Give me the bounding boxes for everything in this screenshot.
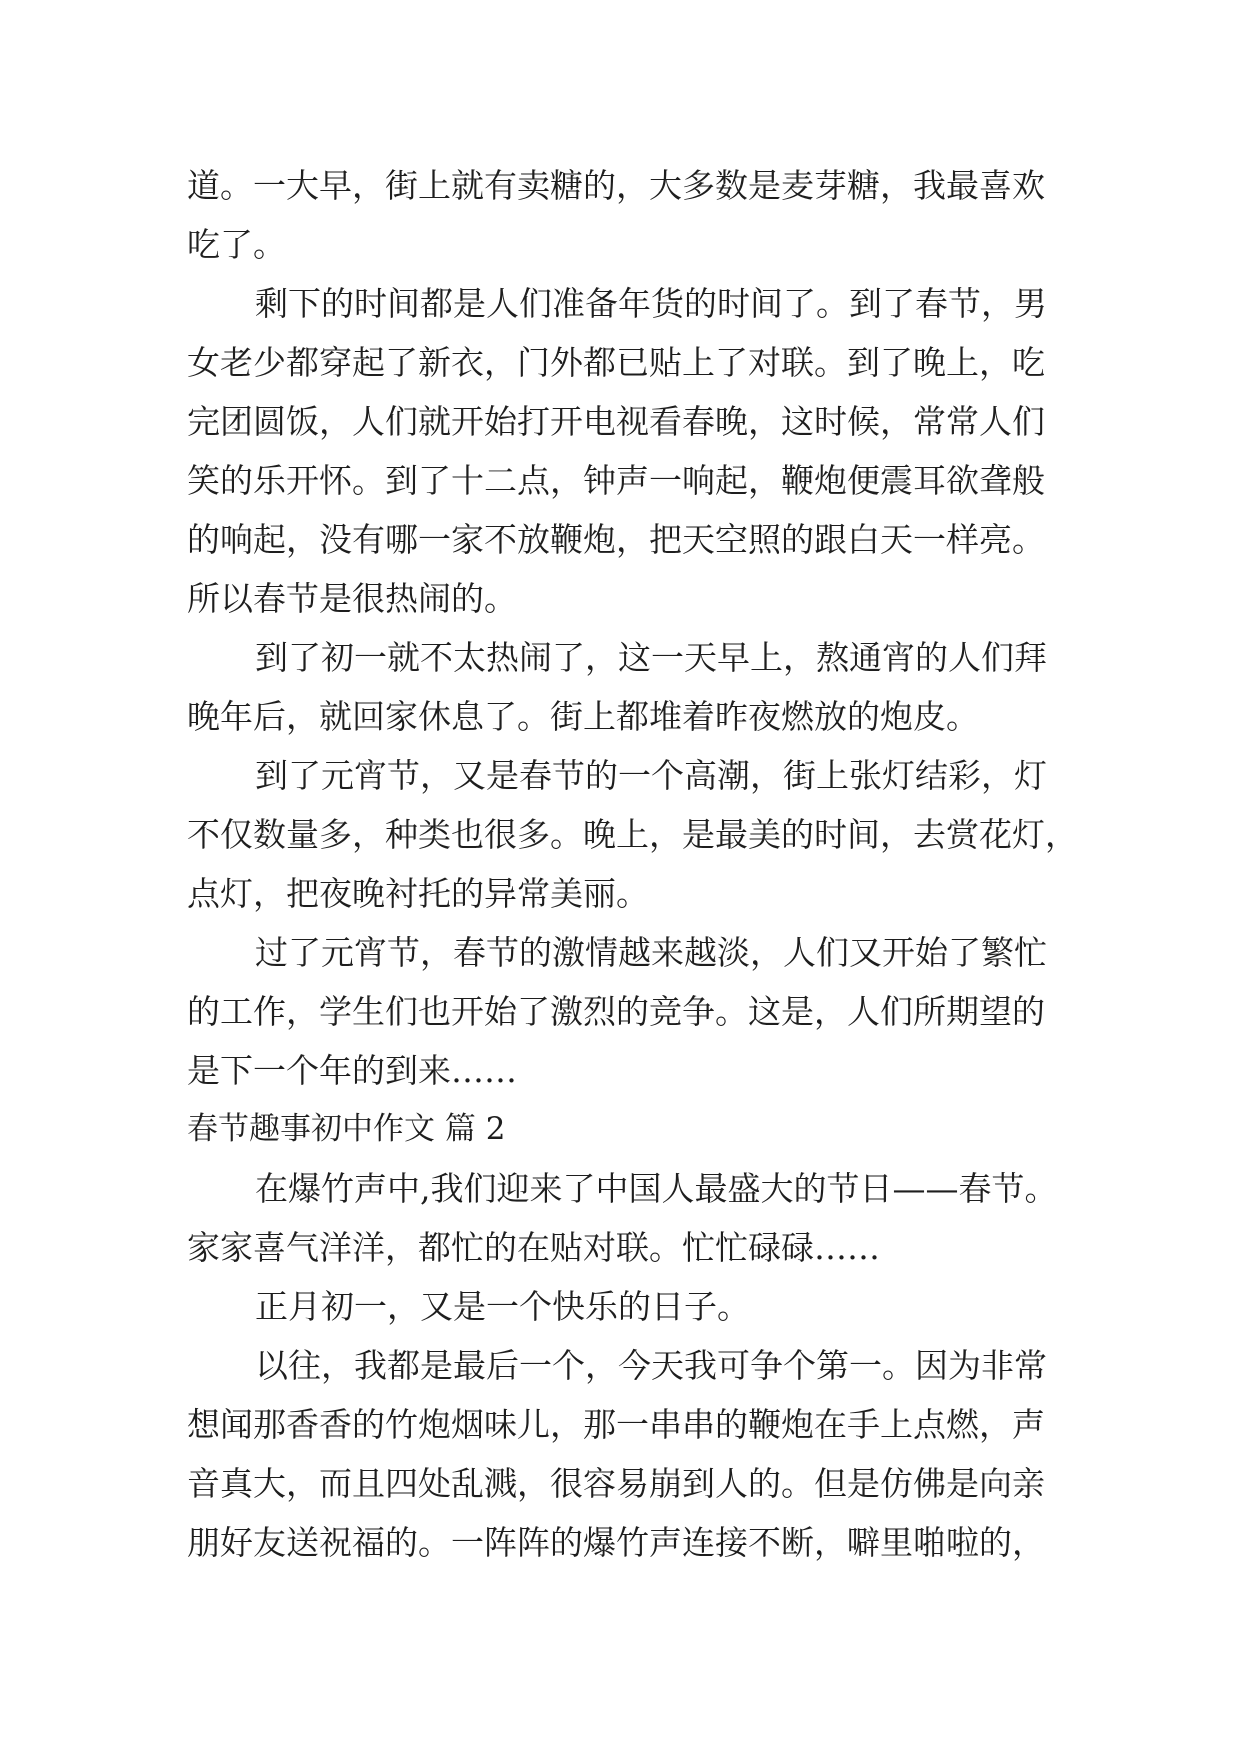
text-line: 到了元宵节，又是春节的一个高潮，街上张灯结彩，灯 (255, 756, 1047, 795)
text-line: 晚年后，就回家休息了。街上都堆着昨夜燃放的炮皮。 (187, 697, 979, 736)
document-body (187, 156, 1078, 1572)
text-line: 所以春节是很热闹的。 (187, 579, 517, 618)
text-line: 女老少都穿起了新衣，门外都已贴上了对联。到了晚上，吃 (187, 343, 1045, 382)
text-line: 道。一大早，街上就有卖糖的，大多数是麦芽糖，我最喜欢 (187, 166, 1045, 205)
text-line: 音真大，而且四处乱溅，很容易崩到人的。但是仿佛是向亲 (187, 1464, 1045, 1503)
text-line: 点灯，把夜晚衬托的异常美丽。 (187, 874, 649, 913)
text-line: 家家喜气洋洋，都忙的在贴对联。忙忙碌碌…… (187, 1228, 880, 1267)
text-line: 在爆竹声中,我们迎来了中国人最盛大的节日——春节。 (255, 1169, 1058, 1208)
text-line: 的响起，没有哪一家不放鞭炮，把天空照的跟白天一样亮。 (187, 520, 1045, 559)
text-line: 吃了。 (187, 225, 286, 264)
text-line: 到了初一就不太热闹了，这一天早上，熬通宵的人们拜 (255, 638, 1047, 677)
text-line: 的工作，学生们也开始了激烈的竞争。这是，人们所期望的 (187, 992, 1045, 1031)
text-line: 以往，我都是最后一个，今天我可争个第一。因为非常 (255, 1346, 1047, 1385)
text-line: 朋好友送祝福的。一阵阵的爆竹声连接不断，噼里啪啦的， (187, 1523, 1045, 1562)
text-line: 不仅数量多，种类也很多。晚上，是最美的时间，去赏花灯， (187, 815, 1078, 854)
text-line: 过了元宵节，春节的激情越来越淡，人们又开始了繁忙 (255, 933, 1047, 972)
text-line: 剩下的时间都是人们准备年货的时间了。到了春节，男 (255, 284, 1047, 323)
text-line: 笑的乐开怀。到了十二点，钟声一响起，鞭炮便震耳欲聋般 (187, 461, 1045, 500)
text-line: 完团圆饭，人们就开始打开电视看春晚，这时候，常常人们 (187, 402, 1045, 441)
text-line: 是下一个年的到来…… (187, 1051, 517, 1090)
text-line: 想闻那香香的竹炮烟味儿，那一串串的鞭炮在手上点燃，声 (187, 1405, 1045, 1444)
text-line: 正月初一，又是一个快乐的日子。 (255, 1287, 750, 1326)
section-heading: 春节趣事初中作文 篇 2 (187, 1111, 506, 1147)
